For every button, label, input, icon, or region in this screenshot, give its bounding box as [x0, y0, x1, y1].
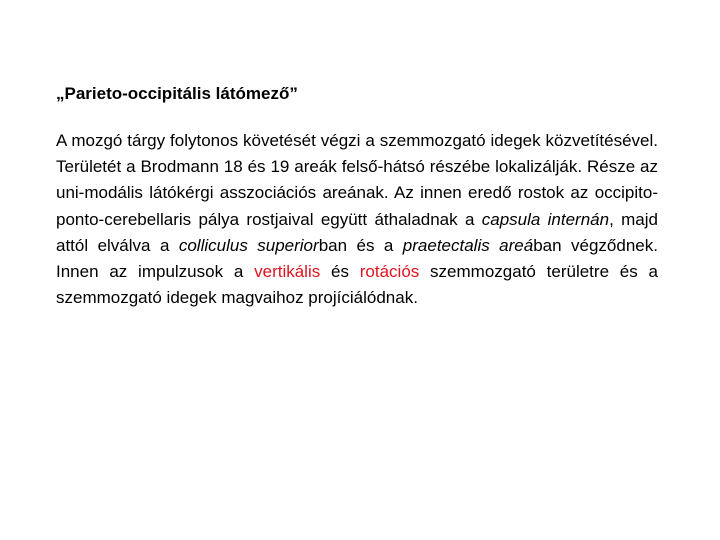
highlight-vertikalis: vertikális	[254, 262, 321, 282]
text-segment-4: ban végződnek. Innen az impulzusok a	[56, 235, 658, 282]
text-segment-1: A mozgó tárgy folytonos követését végzi a szemmozgató idegek közvetítésével. Területét a Brodmann 18 és 19 areák felső-hátsó részébe lokalizálják. Része az uni-modális látókérgi asszociációs areának. Az innen eredő rostok az occipito-ponto-cerebellaris pálya rostjaival együtt áthaladnak a	[56, 131, 658, 229]
term-colliculus-superior: colliculus superior	[178, 235, 319, 255]
text-segment-3: ban és a	[318, 235, 403, 255]
text-segment-5: és	[320, 262, 360, 282]
term-capsula-interna: capsula internán	[481, 209, 610, 229]
slide-title: „Parieto-occipitális látómező”	[56, 84, 298, 103]
text-segment-2: , majd attól elválva a	[56, 209, 658, 255]
highlight-rotacios: rotációs	[359, 262, 420, 282]
text-segment-6: szemmozgató területre és a szemmozgató idegek magvaihoz projíciálódnak.	[56, 262, 658, 308]
body-paragraph	[56, 128, 658, 311]
term-praetectalis-area: praetectalis areá	[402, 235, 534, 255]
